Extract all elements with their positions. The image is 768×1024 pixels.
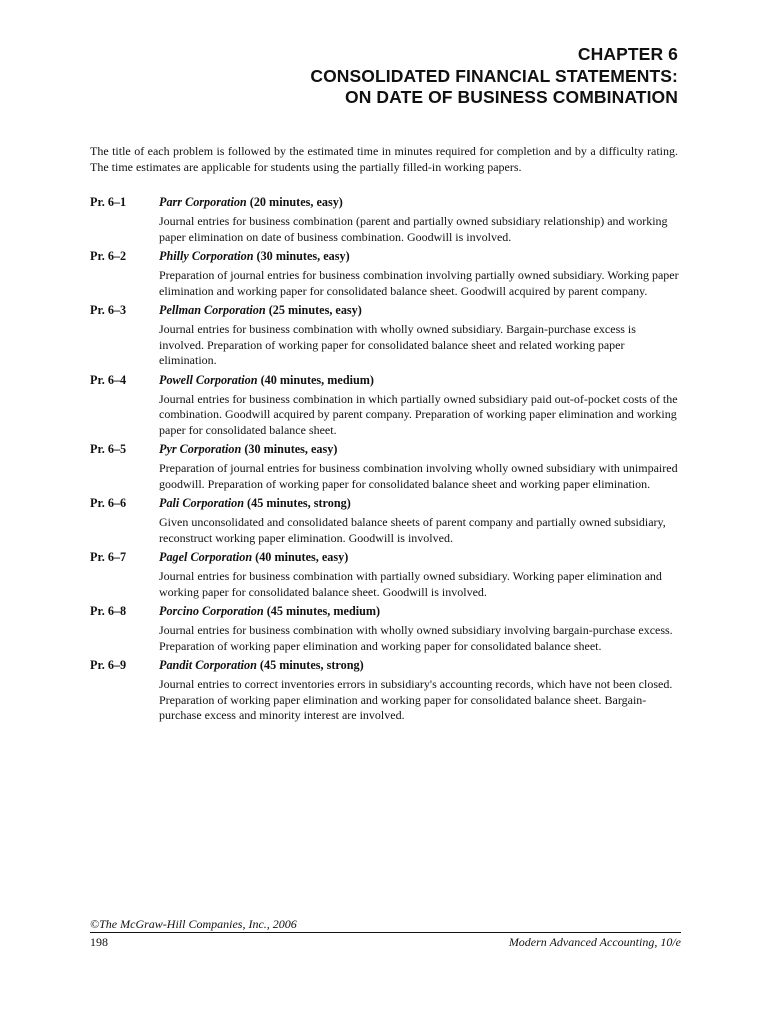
problem-item	[90, 248, 680, 299]
problem-name: Philly Corporation	[159, 249, 254, 263]
problem-meta: (45 minutes, strong)	[256, 658, 364, 672]
problem-number: Pr. 6–1	[90, 195, 127, 209]
problem-meta: (45 minutes, medium)	[263, 604, 381, 618]
problem-item	[90, 495, 680, 546]
problem-meta: (20 minutes, easy)	[246, 195, 343, 209]
problem-number: Pr. 6–9	[90, 658, 127, 672]
problem-item	[90, 302, 680, 369]
problem-item	[90, 441, 680, 492]
problem-name: Pagel Corporation	[159, 550, 253, 564]
chapter-title-line-2: ON DATE OF BUSINESS COMBINATION	[344, 87, 678, 107]
problem-item	[90, 657, 680, 724]
problem-description: Journal entries for business combination (parent and partially owned subsidiary relationship) and working paper elimination on date of business combination. Goodwill is involved.	[159, 214, 668, 244]
problem-item	[90, 603, 680, 654]
problem-number: Pr. 6–7	[90, 550, 127, 564]
problem-description: Given unconsolidated and consolidated balance sheets of parent company and partially owned subsidiary, reconstruct working paper elimination. Goodwill is involved.	[159, 515, 666, 545]
problem-item	[90, 194, 680, 245]
copyright-notice: ©The McGraw-Hill Companies, Inc., 2006	[90, 917, 297, 931]
problem-name: Pandit Corporation	[159, 658, 257, 672]
problem-description: Preparation of journal entries for business combination involving partially owned subsidiary. Working paper elimination and working paper for consolidated balance sheet. Goodwill acquired by parent company.	[159, 268, 679, 298]
problem-name: Porcino Corporation	[159, 604, 264, 618]
chapter-number: CHAPTER 6	[577, 44, 678, 64]
problem-number: Pr. 6–6	[90, 496, 127, 510]
problem-name: Parr Corporation	[159, 195, 247, 209]
problem-name: Powell Corporation	[159, 372, 258, 387]
problem-name: Pellman Corporation	[159, 303, 266, 317]
problem-number: Pr. 6–2	[90, 249, 127, 263]
footer-divider	[90, 932, 681, 933]
problem-number: Pr. 6–4	[90, 372, 127, 387]
problem-meta: (45 minutes, strong)	[244, 496, 351, 510]
problem-description: Journal entries to correct inventories errors in subsidiary's accounting records, which have not been closed. Preparation of working paper elimination and working paper for consolidated balance sheet. Bargain-purchase excess and minority interest are involved.	[159, 677, 673, 722]
problem-meta: (30 minutes, easy)	[241, 442, 338, 456]
problem-meta: (30 minutes, easy)	[253, 249, 350, 263]
problem-meta: (40 minutes, easy)	[252, 550, 349, 564]
problem-description: Journal entries for business combination in which partially owned subsidiary paid out-of-pocket costs of the combination. Goodwill acquired by parent company. Preparation of working paper elimination and working paper for consolidated balance sheet.	[159, 391, 678, 437]
problem-number: Pr. 6–3	[90, 303, 127, 317]
problem-number: Pr. 6–8	[90, 604, 127, 618]
book-title: Modern Advanced Accounting, 10/e	[508, 935, 681, 949]
problem-number: Pr. 6–5	[90, 442, 127, 456]
problem-description: Journal entries for business combination with wholly owned subsidiary involving bargain-purchase excess. Preparation of working paper elimination and working paper for consolidated balance sheet.	[159, 623, 673, 653]
problem-meta: (25 minutes, easy)	[265, 303, 362, 317]
chapter-header	[310, 44, 678, 109]
problem-item	[90, 549, 680, 600]
problem-description: Journal entries for business combination with partially owned subsidiary. Working paper elimination and working paper for consolidated balance sheet. Goodwill is involved.	[159, 569, 662, 599]
intro-paragraph: The title of each problem is followed by the estimated time in minutes required for completion and by a difficulty rating. The time estimates are applicable for students using the partially filled-in working papers.	[90, 144, 678, 174]
problem-list	[90, 194, 680, 727]
problem-description: Journal entries for business combination with wholly owned subsidiary. Bargain-purchase excess is involved. Preparation of working paper for consolidated balance sheet and related working paper elimination.	[159, 322, 636, 367]
problem-name: Pyr Corporation	[159, 442, 242, 456]
chapter-title-line-1: CONSOLIDATED FINANCIAL STATEMENTS:	[310, 65, 678, 86]
problem-item	[90, 372, 680, 439]
problem-meta: (40 minutes, medium)	[257, 372, 374, 387]
problem-name: Pali Corporation	[159, 496, 244, 510]
problem-description: Preparation of journal entries for business combination involving wholly owned subsidiary with unimpaired goodwill. Preparation of working paper for consolidated balance sheet and working paper elimination.	[159, 461, 678, 491]
page-number: 198	[90, 935, 108, 949]
